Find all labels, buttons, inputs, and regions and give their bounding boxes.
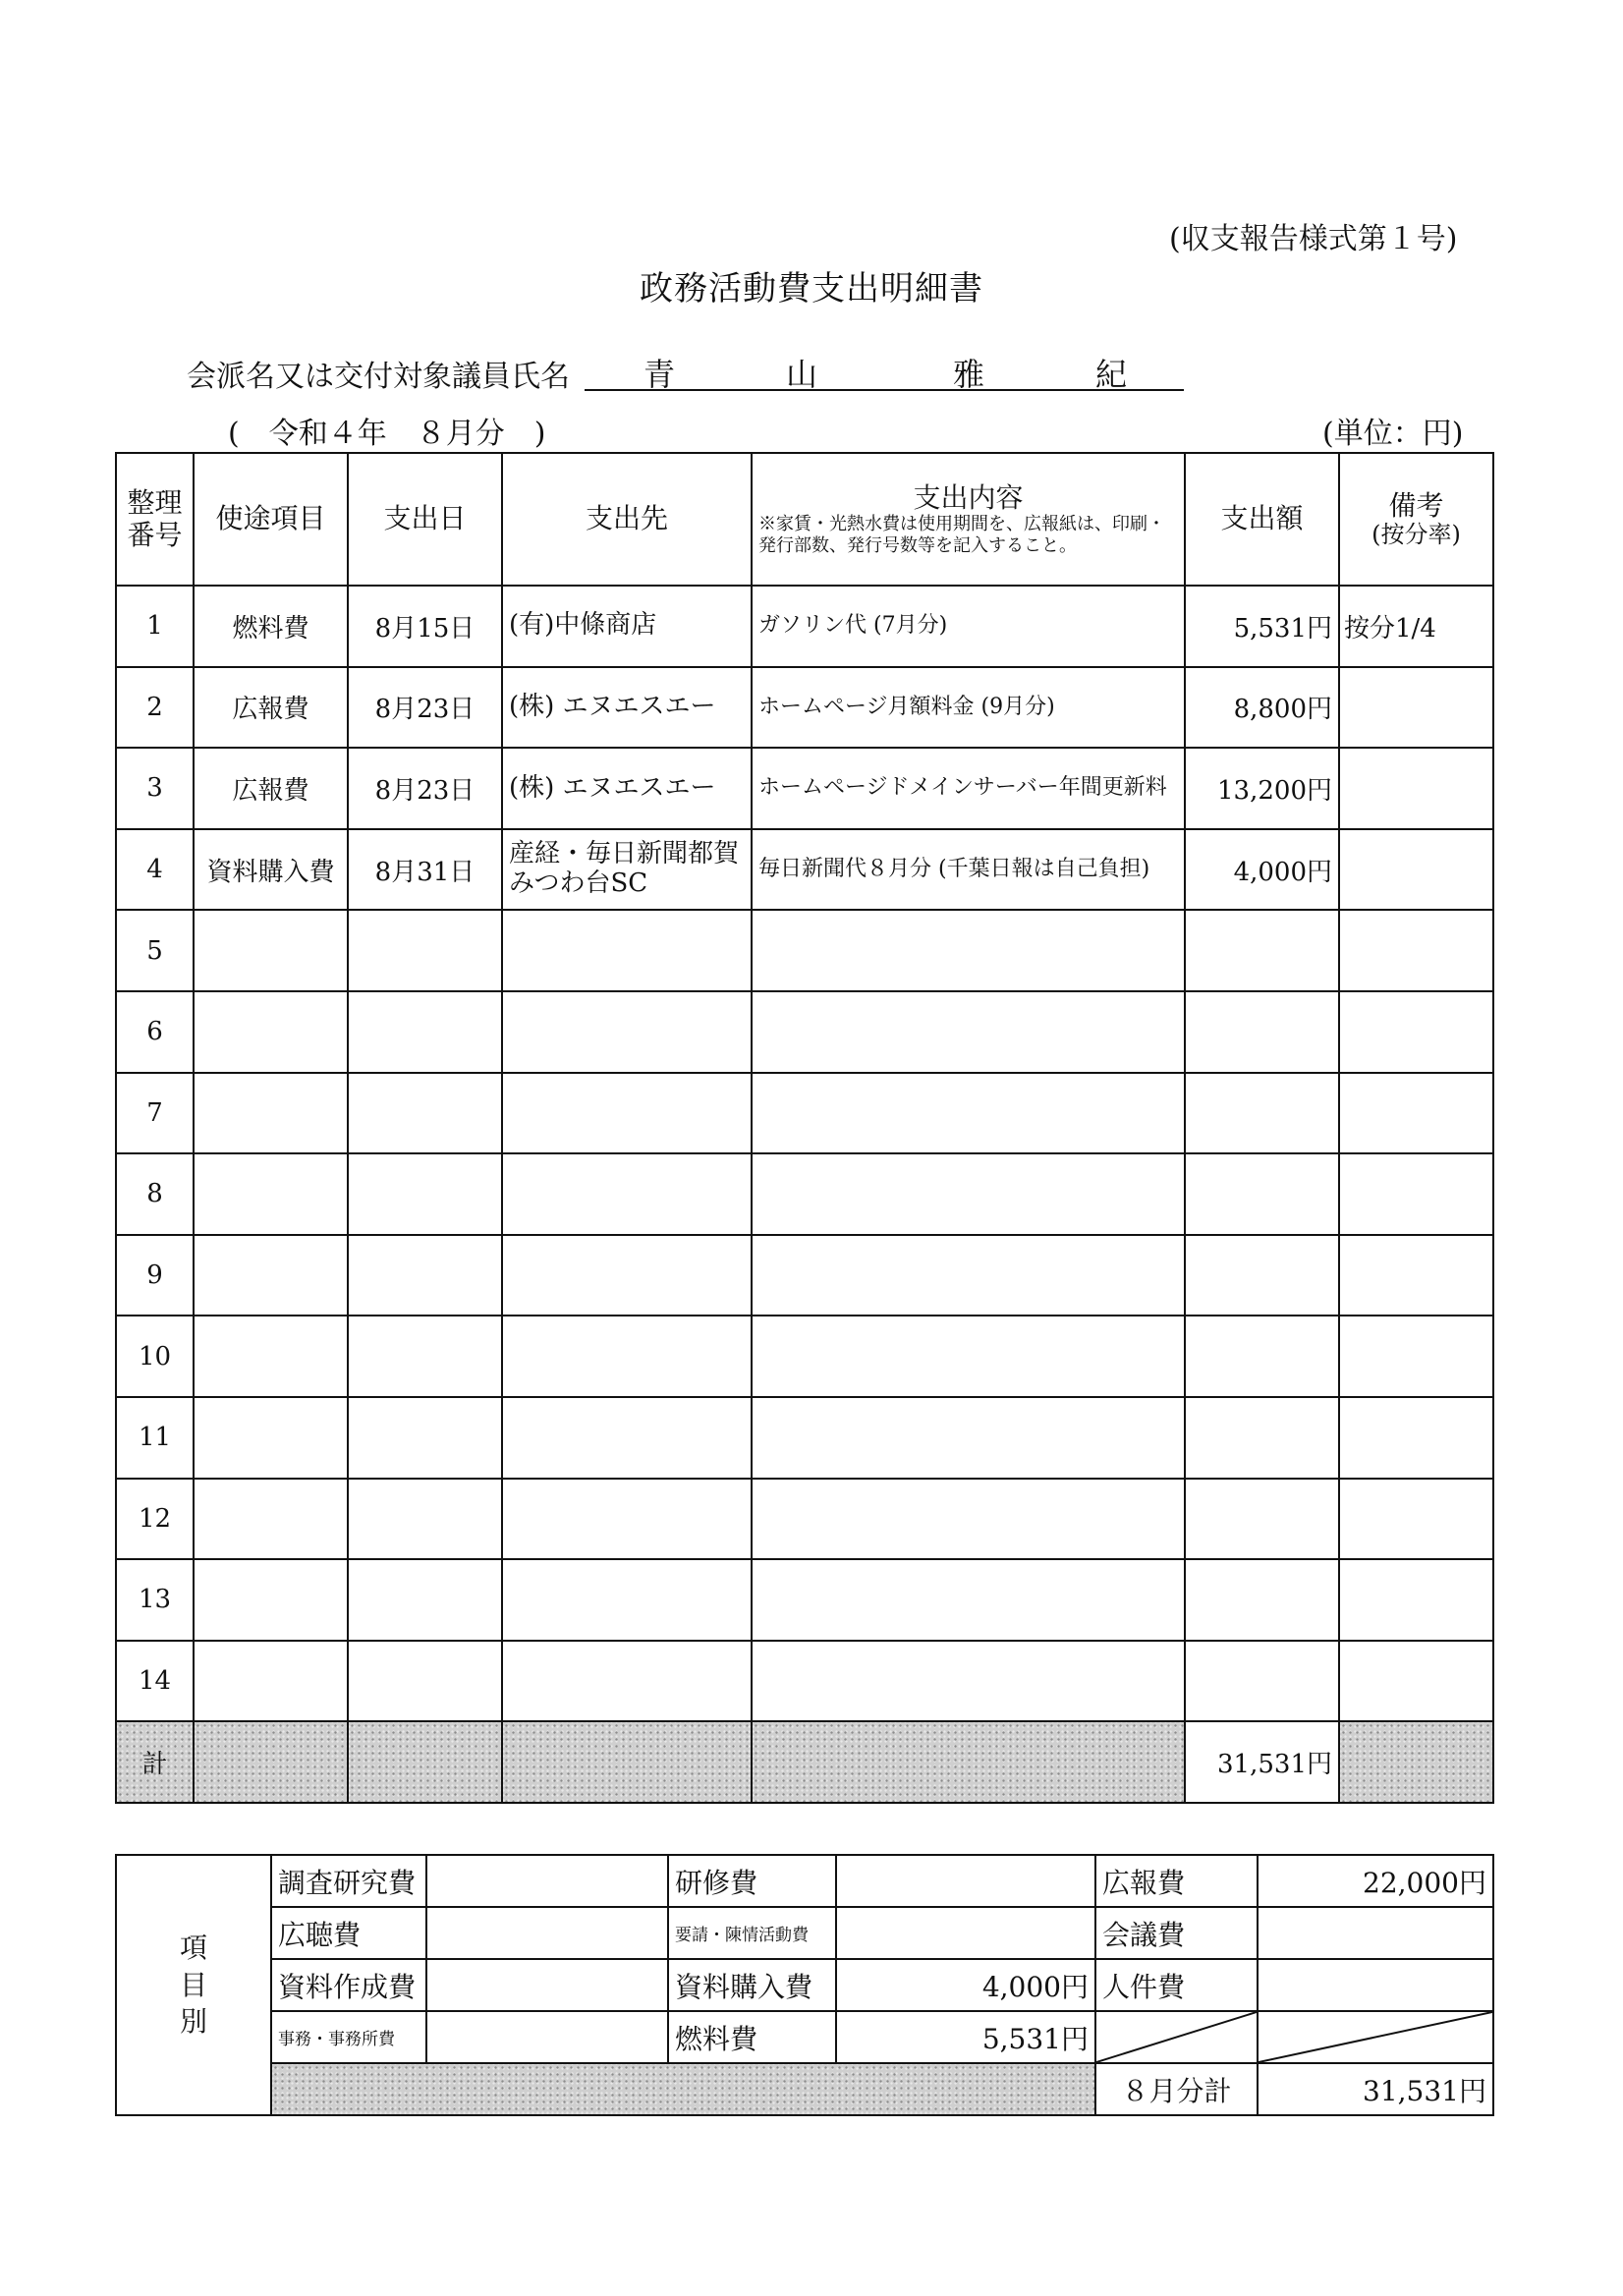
category-label: 研修費: [668, 1855, 836, 1907]
table-header-row: [116, 453, 1493, 586]
category-label: 資料作成費: [271, 1959, 426, 2011]
category-label: 人件費: [1095, 1959, 1258, 2011]
row-number: 13: [116, 1559, 194, 1641]
table-row: [116, 748, 1493, 829]
row-note: [1339, 1153, 1493, 1235]
row-number: 8: [116, 1153, 194, 1235]
category-value: 5,531円: [836, 2011, 1095, 2063]
category-value: 4,000円: [836, 1959, 1095, 2011]
row-note: [1339, 910, 1493, 991]
row-payee: (有)中條商店: [502, 586, 752, 667]
category-value: [836, 1855, 1095, 1907]
row-note: [1339, 748, 1493, 829]
category-value: [1258, 1959, 1493, 2011]
table-row: [116, 1559, 1493, 1641]
category-label: 燃料費: [668, 2011, 836, 2063]
row-note: [1339, 1559, 1493, 1641]
row-payee: (株) エヌエスエー: [502, 667, 752, 749]
summary-row: [116, 2011, 1493, 2063]
header-use: 使途項目: [194, 453, 348, 586]
category-label: 要請・陳情活動費: [668, 1907, 836, 1959]
row-payee: [502, 1559, 752, 1641]
header-amount: 支出額: [1185, 453, 1339, 586]
shaded-cell: [1339, 1721, 1493, 1803]
row-use: [194, 991, 348, 1073]
form-number: (収支報告様式第１号): [1169, 222, 1458, 256]
row-payee: [502, 991, 752, 1073]
shaded-cell: [271, 2063, 1095, 2115]
row-number: 6: [116, 991, 194, 1073]
shaded-cell: [348, 1721, 502, 1803]
category-value: [1258, 1907, 1493, 1959]
table-row: [116, 1316, 1493, 1397]
header-desc-note: ※家賃・光熱水費は使用期間を、広報紙は、印刷・発行部数、発行号数等を記入すること。: [758, 514, 1165, 556]
row-note: [1339, 1641, 1493, 1722]
row-amount: [1185, 1479, 1339, 1560]
row-date: [348, 1316, 502, 1397]
row-amount: [1185, 1235, 1339, 1316]
side-label-char: 項: [179, 1931, 207, 1964]
total-amount: 31,531円: [1185, 1721, 1339, 1803]
category-value: [836, 1907, 1095, 1959]
name-underline: [585, 389, 1184, 391]
row-date: [348, 1559, 502, 1641]
row-date: [348, 1397, 502, 1479]
total-row: [116, 1721, 1493, 1803]
row-description: ガソリン代 (7月分): [752, 586, 1185, 667]
row-use: [194, 1397, 348, 1479]
row-note: [1339, 829, 1493, 911]
row-description: ホームページドメインサーバー年間更新料: [752, 748, 1185, 829]
shaded-cell: [194, 1721, 348, 1803]
row-date: [348, 991, 502, 1073]
row-payee: (株) エヌエスエー: [502, 748, 752, 829]
unit-label: (単位：円): [1322, 417, 1464, 451]
row-use: [194, 1559, 348, 1641]
category-label: 広聴費: [271, 1907, 426, 1959]
row-description: 毎日新聞代８月分 (千葉日報は自己負担): [752, 829, 1185, 911]
side-label-char: 別: [179, 2005, 207, 2039]
row-amount: [1185, 1316, 1339, 1397]
row-description: [752, 1316, 1185, 1397]
category-summary-table: [115, 1854, 1494, 2116]
table-row: [116, 1479, 1493, 1560]
row-amount: 4,000円: [1185, 829, 1339, 911]
header-date: 支出日: [348, 453, 502, 586]
row-amount: 5,531円: [1185, 586, 1339, 667]
row-payee: 産経・毎日新聞都賀みつわ台SC: [502, 829, 752, 911]
row-amount: [1185, 1153, 1339, 1235]
row-use: [194, 1479, 348, 1560]
diagonal-slash-cell: [1258, 2011, 1493, 2063]
member-name: [585, 350, 1184, 393]
row-use: [194, 1316, 348, 1397]
row-note: 按分1/4: [1339, 586, 1493, 667]
row-number: 12: [116, 1479, 194, 1560]
row-description: ホームページ月額料金 (9月分): [752, 667, 1185, 749]
category-label: 調査研究費: [271, 1855, 426, 1907]
header-desc: [752, 453, 1185, 586]
category-value: [426, 2011, 668, 2063]
category-value: 22,000円: [1258, 1855, 1493, 1907]
row-date: 8月23日: [348, 748, 502, 829]
document-title: 政務活動費支出明細書: [640, 269, 983, 308]
summary-total-value: 31,531円: [1258, 2063, 1493, 2115]
shaded-cell: [752, 1721, 1185, 1803]
row-payee: [502, 1479, 752, 1560]
row-use: 燃料費: [194, 586, 348, 667]
table-row: [116, 829, 1493, 911]
row-note: [1339, 1397, 1493, 1479]
table-row: [116, 1397, 1493, 1479]
row-date: [348, 910, 502, 991]
row-use: 広報費: [194, 667, 348, 749]
name-char: 雅: [953, 356, 985, 393]
shaded-cell: [502, 1721, 752, 1803]
row-number: 7: [116, 1073, 194, 1154]
row-note: [1339, 1316, 1493, 1397]
row-number: 5: [116, 910, 194, 991]
row-date: [348, 1479, 502, 1560]
name-char: 紀: [1095, 356, 1128, 393]
row-amount: [1185, 1559, 1339, 1641]
row-date: [348, 1641, 502, 1722]
row-amount: 8,800円: [1185, 667, 1339, 749]
row-date: [348, 1073, 502, 1154]
summary-side-label: [116, 1855, 271, 2115]
row-amount: [1185, 1641, 1339, 1722]
summary-total-label: ８月分計: [1095, 2063, 1258, 2115]
table-row: [116, 667, 1493, 749]
row-description: [752, 1479, 1185, 1560]
row-number: 14: [116, 1641, 194, 1722]
header-note: [1339, 453, 1493, 586]
header-note-sub: (按分率): [1371, 520, 1461, 548]
row-amount: 13,200円: [1185, 748, 1339, 829]
row-date: 8月23日: [348, 667, 502, 749]
row-payee: [502, 1397, 752, 1479]
row-note: [1339, 1235, 1493, 1316]
table-row: [116, 1153, 1493, 1235]
row-note: [1339, 991, 1493, 1073]
row-number: 2: [116, 667, 194, 749]
header-payee: 支出先: [502, 453, 752, 586]
row-note: [1339, 667, 1493, 749]
name-label: 会派名又は交付対象議員氏名: [187, 360, 570, 394]
period: ( 令和４年 ８月分 ): [228, 417, 546, 451]
row-payee: [502, 1073, 752, 1154]
category-label: 資料購入費: [668, 1959, 836, 2011]
table-row: [116, 1073, 1493, 1154]
row-use: [194, 910, 348, 991]
row-date: 8月31日: [348, 829, 502, 911]
table-row: [116, 910, 1493, 991]
row-description: [752, 1397, 1185, 1479]
category-value: [426, 1959, 668, 2011]
row-date: [348, 1153, 502, 1235]
category-label: 会議費: [1095, 1907, 1258, 1959]
table-row: [116, 1235, 1493, 1316]
row-date: [348, 1235, 502, 1316]
row-payee: [502, 1316, 752, 1397]
summary-row: [116, 1907, 1493, 1959]
table-row: [116, 991, 1493, 1073]
summary-row: [116, 1855, 1493, 1907]
row-description: [752, 1641, 1185, 1722]
row-number: 9: [116, 1235, 194, 1316]
row-number: 4: [116, 829, 194, 911]
row-number: 11: [116, 1397, 194, 1479]
header-no: 整理番号: [116, 453, 194, 586]
header-desc-title: 支出内容: [913, 480, 1024, 514]
row-description: [752, 1153, 1185, 1235]
row-payee: [502, 910, 752, 991]
row-date: 8月15日: [348, 586, 502, 667]
category-value: [426, 1907, 668, 1959]
row-description: [752, 1235, 1185, 1316]
row-payee: [502, 1641, 752, 1722]
row-description: [752, 991, 1185, 1073]
summary-total-row: [116, 2063, 1493, 2115]
row-use: 広報費: [194, 748, 348, 829]
category-value: [426, 1855, 668, 1907]
row-number: 1: [116, 586, 194, 667]
header-note-title: 備考: [1388, 488, 1444, 522]
row-use: [194, 1153, 348, 1235]
row-use: [194, 1641, 348, 1722]
row-description: [752, 1073, 1185, 1154]
row-payee: [502, 1235, 752, 1316]
table-row: [116, 1641, 1493, 1722]
row-use: 資料購入費: [194, 829, 348, 911]
row-number: 10: [116, 1316, 194, 1397]
side-label-char: 目: [179, 1968, 207, 2001]
name-char: 青: [644, 356, 676, 393]
diagonal-slash-cell: [1095, 2011, 1258, 2063]
row-description: [752, 910, 1185, 991]
row-number: 3: [116, 748, 194, 829]
row-payee: [502, 1153, 752, 1235]
row-amount: [1185, 1073, 1339, 1154]
category-label: 事務・事務所費: [271, 2011, 426, 2063]
category-label: 広報費: [1095, 1855, 1258, 1907]
row-amount: [1185, 1397, 1339, 1479]
table-row: [116, 586, 1493, 667]
row-note: [1339, 1479, 1493, 1560]
row-amount: [1185, 910, 1339, 991]
expense-table: [115, 452, 1494, 1804]
summary-row: [116, 1959, 1493, 2011]
total-label: 計: [116, 1721, 194, 1803]
row-amount: [1185, 991, 1339, 1073]
row-note: [1339, 1073, 1493, 1154]
row-use: [194, 1235, 348, 1316]
row-use: [194, 1073, 348, 1154]
name-char: 山: [786, 356, 818, 393]
row-description: [752, 1559, 1185, 1641]
